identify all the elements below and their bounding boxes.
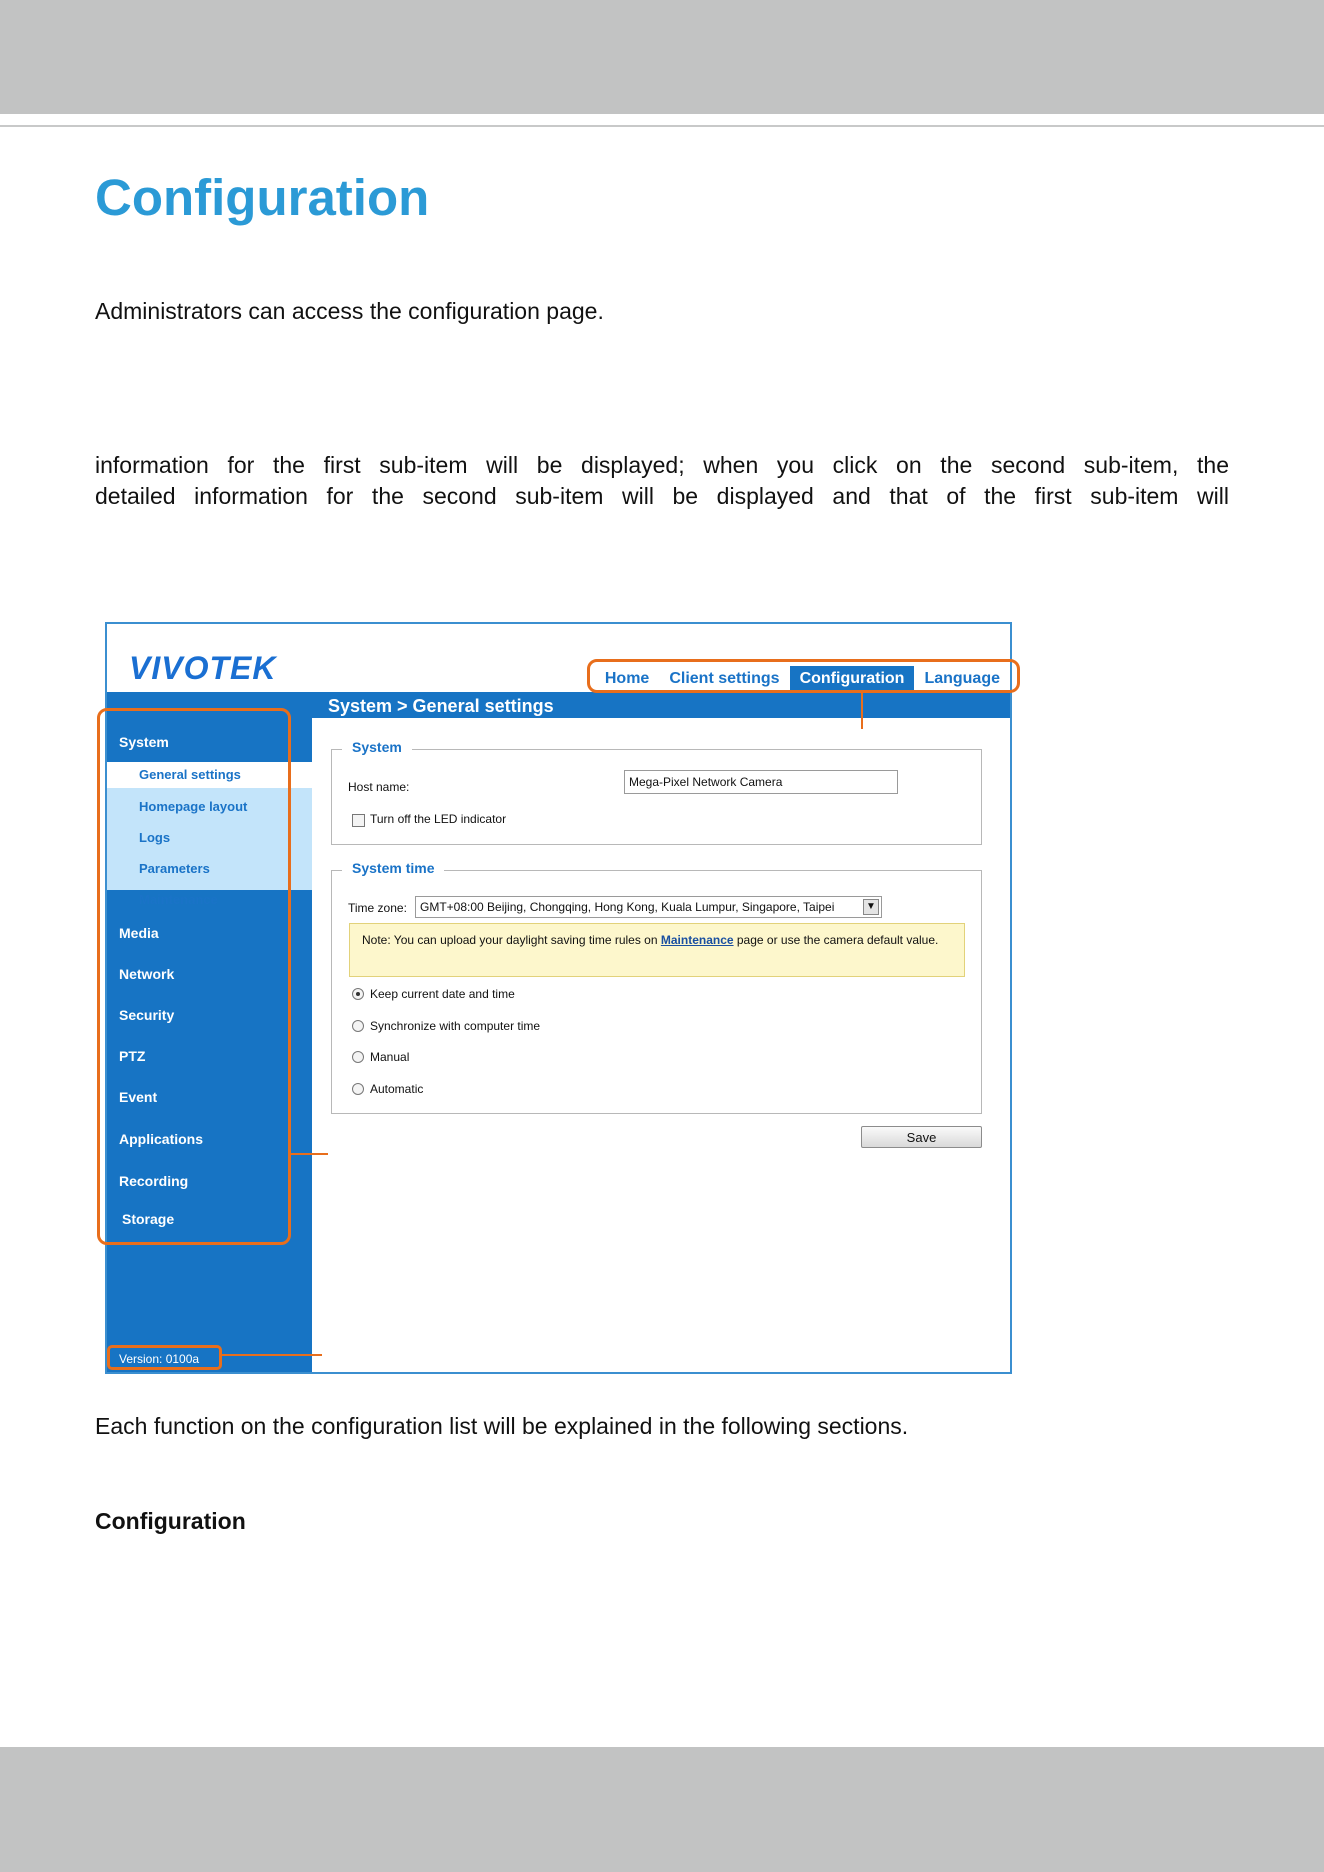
sidebar-sub-logs[interactable]: Logs	[139, 830, 171, 845]
led-checkbox[interactable]	[352, 814, 365, 827]
system-time-legend: System time	[342, 860, 444, 876]
header-rule	[0, 125, 1324, 127]
sidebar-item-security[interactable]: Security	[119, 1007, 175, 1023]
paragraph-line-2: detailed information for the second sub-item will be displayed and that of the first sub-item will	[95, 483, 1229, 509]
sidebar-item-applications[interactable]: Applications	[119, 1131, 204, 1147]
chevron-down-icon[interactable]: ▼	[863, 899, 879, 915]
intro-text: Administrators can access the configuration page.	[95, 298, 604, 324]
sidebar-sub-general-settings[interactable]: General settings	[139, 767, 241, 782]
nav-language[interactable]: Language	[924, 670, 1000, 687]
save-button[interactable]: Save	[861, 1126, 982, 1148]
paragraph-line-1: information for the first sub-item will be displayed; when you click on the second sub-item, the	[95, 452, 1229, 478]
time-zone-select[interactable]	[415, 896, 882, 918]
footer-band	[0, 1747, 1324, 1872]
sidebar-item-system[interactable]: System	[119, 734, 169, 750]
sidebar-item-event[interactable]: Event	[119, 1089, 158, 1105]
callout-line-nav	[861, 693, 863, 729]
sidebar-sub-homepage-layout[interactable]: Homepage layout	[139, 799, 248, 814]
nav-home[interactable]: Home	[604, 670, 650, 687]
callout-top-nav	[587, 659, 1020, 693]
callout-line-sidebar	[291, 1153, 328, 1155]
time-zone-value: GMT+08:00 Beijing, Chongqing, Hong Kong, Kuala Lumpur, Singapore, Taipei	[420, 900, 835, 914]
after-screenshot-text: Each function on the configuration list will be explained in the following sections.	[95, 1413, 909, 1439]
host-name-input[interactable]	[624, 770, 898, 794]
nav-client-settings[interactable]: Client settings	[669, 670, 780, 687]
radio-manual[interactable]	[352, 1051, 364, 1063]
sidebar-sub-parameters[interactable]: Parameters	[139, 861, 210, 876]
version-label: Version: 0100a	[119, 1352, 200, 1366]
maintenance-link[interactable]: Maintenance	[660, 933, 734, 947]
sidebar-item-storage[interactable]: Storage	[122, 1211, 175, 1227]
sidebar-item-media[interactable]: Media	[119, 925, 159, 941]
breadcrumb: System > General settings	[328, 696, 554, 716]
system-time-fieldset	[331, 860, 982, 1114]
radio-keep-current[interactable]	[352, 988, 364, 1000]
callout-version	[107, 1345, 222, 1370]
dst-note	[349, 923, 965, 977]
sidebar-sub-maintenance[interactable]: Maintenance	[139, 892, 218, 907]
callout-sidebar	[97, 708, 291, 1245]
page-title: Configuration	[95, 169, 430, 226]
radio-manual-label: Manual	[370, 1050, 410, 1064]
radio-keep-current-label: Keep current date and time	[370, 987, 515, 1001]
note-text-before: Note: You can upload your daylight saving time rules on	[362, 933, 661, 947]
callout-line-version	[222, 1354, 322, 1356]
vivotek-logo: VIVOTEK	[129, 650, 277, 686]
sidebar-item-recording[interactable]: Recording	[119, 1173, 189, 1189]
sidebar-item-network[interactable]: Network	[119, 966, 175, 982]
radio-sync-computer[interactable]	[352, 1020, 364, 1032]
radio-automatic-label: Automatic	[370, 1082, 424, 1096]
system-fieldset	[331, 739, 982, 845]
section-subheading: Configuration	[95, 1508, 246, 1534]
note-text-after: page or use the camera default value.	[733, 933, 939, 947]
header-band	[0, 0, 1324, 114]
radio-sync-computer-label: Synchronize with computer time	[370, 1019, 541, 1033]
radio-automatic[interactable]	[352, 1083, 364, 1095]
sidebar-item-ptz[interactable]: PTZ	[119, 1048, 146, 1064]
system-legend: System	[342, 739, 412, 755]
led-checkbox-label: Turn off the LED indicator	[370, 812, 507, 826]
time-zone-label: Time zone:	[348, 901, 407, 915]
nav-configuration[interactable]: Configuration	[790, 666, 915, 692]
host-name-label: Host name:	[348, 780, 410, 794]
